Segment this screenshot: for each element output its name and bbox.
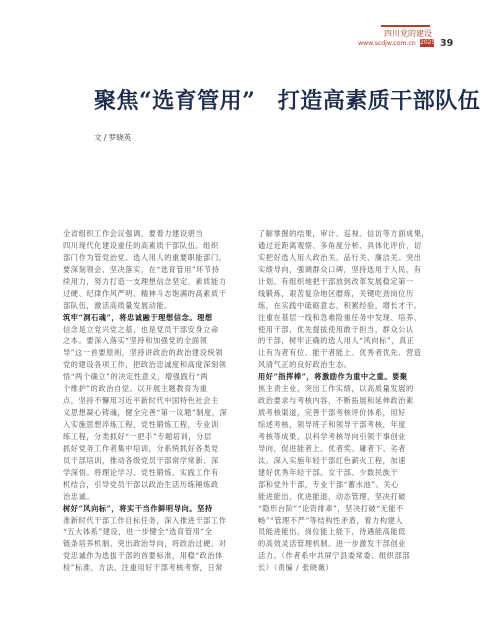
- body-text-line: 能进能出，优进能退，动态管理，坚决打破: [258, 491, 406, 501]
- body-text-line: 导”这一首要原则，坚持讲政治的政治建设统领: [63, 348, 224, 358]
- body-text-line: 入实施思想淬炼工程，党性锻炼工程，专业训: [63, 420, 219, 429]
- body-text-line: 让有为者有位、能干者能上、优秀者优先、营造: [258, 348, 422, 358]
- body-text-line: 员能进能出，岗位能上能下，待遇能高能低: [258, 527, 406, 537]
- body-text-line: 全省组织工作会议强调，要着力建设堪当: [63, 229, 204, 238]
- body-text-line: 的高效灵活管理机制。进一步激发干部创业: [258, 539, 406, 549]
- body-text-line: 检”标准，方法，注重用好干部考核考察，日常: [63, 563, 224, 573]
- body-text-line: 了解掌握的结果，审计、巡视、信访等方面成果，: [258, 229, 430, 238]
- body-text-line: 部和党外干部，专业干部“蓄水池”。关心: [258, 479, 399, 489]
- body-text-line: 用好“指挥棒”，将激励作为重中之重。要聚: [258, 372, 408, 382]
- body-text-line: 点，坚持不懈用习近平新时代中国特色社会主: [63, 396, 219, 406]
- body-text-line: 使用干部，优先提拔使用敢于担当，群众公认: [258, 324, 414, 334]
- body-text-line: 治忠诚。: [63, 491, 95, 501]
- magazine-url[interactable]: www.scdjw.com.cn: [358, 40, 416, 47]
- body-text-line: 四川现代化建设重任的高素质干部队伍。组织: [63, 240, 219, 250]
- page-number: 39: [440, 38, 454, 49]
- body-text-line: 政治要求与考核内容，不断拓展和延伸政治素: [258, 396, 414, 406]
- body-text-line: 练工程，分类抓好“一把手”专题培训，分层: [63, 431, 212, 441]
- article-byline: 文 / 罗晓英: [94, 133, 132, 142]
- body-text-line: 实把好选人用人政治关、品行关、廉洁关。突出: [258, 252, 422, 262]
- header-accent-bar: [381, 25, 430, 27]
- body-column-right: [258, 228, 436, 574]
- body-text-line: 机结合，引导党员干部以政治生活历练锤炼政: [63, 479, 219, 489]
- body-text-line: 质考核渠道，完善干部考核评价体系，用好: [258, 408, 406, 418]
- body-text-line: 之本。要深入落实“坚持和加强党的全面领: [63, 336, 208, 346]
- body-text-line: 长）（责编 / 张晓薇）: [258, 563, 334, 573]
- body-text-line: 要深刻领会、坚决落实，在“选育管用”环节持: [63, 264, 220, 274]
- body-text-line: 树好“风向标”，将实干当作鲜明导向。坚持: [63, 503, 213, 513]
- body-text-line: 准新时代干部工作目标任务，深入推进干部工作: [63, 515, 227, 525]
- body-text-line: 活力。（作者系中共屏宁县委常委、组织部部: [258, 551, 411, 561]
- body-text-line: 义思想凝心铸魂，健全完善“第一议题”制度，深: [63, 408, 228, 418]
- body-text-line: “五大体系”建设，进一步健全“选育管用”全: [63, 527, 213, 537]
- article-title: 聚焦“选育管用” 打造高素质干部队伍: [94, 88, 481, 114]
- magazine-name: 四川党的建设: [384, 29, 432, 38]
- body-text-line: 考核等成果，以科学考核导向引领干事创业: [258, 431, 406, 441]
- body-text-line: 通过近距离观察、多角度分析、具体化评价，切: [258, 240, 422, 250]
- body-text-line: 过硬、纪律作风严明、精神斗志饱满的高素质干: [63, 288, 227, 298]
- body-text-line: 筑牢“洞石魂”，将忠诚融于理想信念。理想: [63, 312, 213, 322]
- body-text-line: 抓好党务工作者集中培训，分系统抓好各类党: [63, 443, 219, 453]
- body-text-line: 个维护”的政治自觉。以开展主题教育为重: [63, 384, 208, 394]
- body-text-line: 汰。深入实施年轻干部红色薪火工程，加速: [258, 455, 406, 465]
- body-text-line: 党的建设各项工作，把政治忠诚度和高度深刻领: [63, 360, 227, 370]
- body-text-line: 悟“两个确立”的决定性意义，增强践行“两: [63, 372, 209, 382]
- body-text-line: 续用力，努力打造一支理想信念坚定、素质能力: [63, 276, 227, 286]
- body-text-line: “隐形台阶”“论资排辈”，坚决打破“无能不: [258, 503, 404, 513]
- year-badge: 2025: [420, 39, 436, 46]
- body-text-line: 链条培养机制。突出政治导向，将政治过硬、对: [63, 539, 227, 549]
- body-text-line: 的干部，树牢正确的选人用人“风向标”，真正: [258, 336, 415, 346]
- body-column-left: [63, 228, 241, 574]
- body-text-line: 综述考核，领导班子和领导干部考核，年度: [258, 420, 406, 429]
- body-text-line: 实绩导向，强调群众口碑，坚持选用于人民，有: [258, 264, 422, 274]
- body-text-line: 注重在基层一线和急难险重任务中发现、培养、: [258, 312, 422, 322]
- body-text-line: 学深悟。将理论学习、党性锻炼、实践工作有: [63, 467, 219, 477]
- body-text-line: 党忠诚作为选拔干部的首要标准，用稳“政治体: [63, 551, 224, 561]
- body-text-line: 畅”“管理不严”等结构性矛盾，着力构建人: [258, 515, 404, 525]
- body-text-line: 焦主责主业，突出工作实绩，以高质量发展的: [258, 384, 414, 394]
- body-text-line: 部队伍，激活高质量发展动能。: [63, 300, 173, 310]
- body-text-line: 部门作为管党治党、选人用人的重要职能部门，: [63, 252, 227, 262]
- body-text-line: 员干部培训，推动各级党员干部常学常新、深: [63, 455, 219, 465]
- body-text-line: 建好优秀年轻干部。女干部、少数民族干: [258, 467, 399, 477]
- body-text-line: 计划、有组织地把干部放到改革发展稳定第一: [258, 276, 414, 286]
- body-text-line: 风清气正的良好政治生态。: [258, 360, 352, 370]
- body-text-line: 练，在实践中砥砺意志，积累经验，增长才干。: [258, 300, 422, 310]
- body-text-line: 导向，促进能者上、优者奖、庸者下、劣者: [258, 443, 406, 453]
- body-text-line: 线锻炼，艰苦复杂地区磨炼，关键吃劲岗位历: [258, 288, 414, 298]
- body-text-line: 信念是立党兴党之基，也是党员干部安身立命: [63, 324, 219, 334]
